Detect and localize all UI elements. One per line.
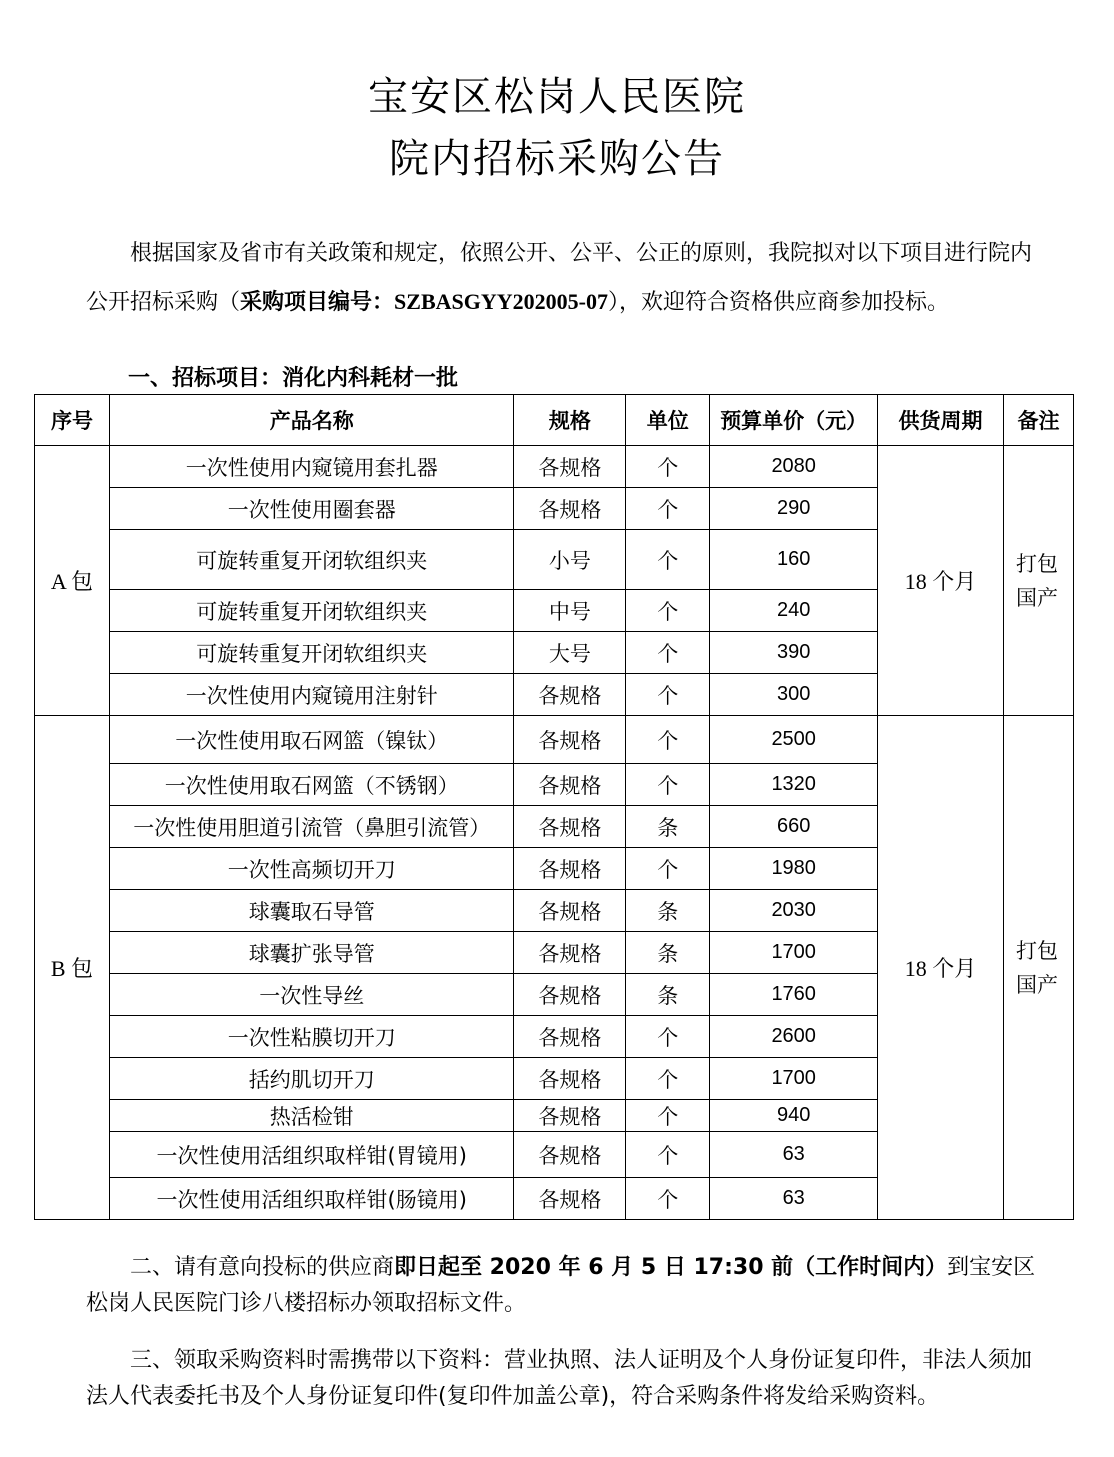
- product-spec: 各规格: [514, 716, 626, 764]
- product-name: 一次性使用内窥镜用注射针: [109, 674, 514, 716]
- product-name: 热活检钳: [109, 1100, 514, 1132]
- remark-b-line2: 国产: [1015, 972, 1058, 997]
- product-price: 660: [710, 806, 878, 848]
- product-name: 一次性使用圈套器: [109, 488, 514, 530]
- page-title: 宝安区松岗人民医院: [368, 74, 746, 120]
- product-price: 240: [710, 590, 878, 632]
- header-unit: 单位: [626, 395, 710, 446]
- group-label-a: A 包: [35, 446, 110, 716]
- product-spec: 中号: [514, 590, 626, 632]
- section-2-paragraph: [86, 1250, 1052, 1322]
- remark-a-line1: 打包: [1015, 551, 1058, 576]
- header-product-name: 产品名称: [109, 395, 514, 446]
- product-price: 2500: [710, 716, 878, 764]
- product-price: 1760: [710, 974, 878, 1016]
- product-price: 1700: [710, 1058, 878, 1100]
- product-unit: 个: [626, 1016, 710, 1058]
- product-name: 一次性使用取石网篮（不锈钢）: [109, 764, 514, 806]
- product-price: 160: [710, 530, 878, 590]
- header-index: 序号: [35, 395, 110, 446]
- product-spec: 大号: [514, 632, 626, 674]
- product-name: 可旋转重复开闭软组织夹: [109, 530, 514, 590]
- product-spec: 各规格: [514, 806, 626, 848]
- product-name: 球囊扩张导管: [109, 932, 514, 974]
- product-price: 1320: [710, 764, 878, 806]
- product-price: 1700: [710, 932, 878, 974]
- product-spec: 各规格: [514, 932, 626, 974]
- product-name: 括约肌切开刀: [109, 1058, 514, 1100]
- product-unit: 个: [626, 848, 710, 890]
- product-name: 一次性高频切开刀: [109, 848, 514, 890]
- product-spec: 各规格: [514, 1178, 626, 1220]
- remark-b: [1003, 716, 1073, 1220]
- product-spec: 各规格: [514, 1058, 626, 1100]
- section-2-text-after: 到宝安区松岗人民医院门诊八楼招标办领取招标文件。: [86, 1255, 1036, 1316]
- product-price: 63: [710, 1132, 878, 1178]
- product-price: 940: [710, 1100, 878, 1132]
- product-unit: 个: [626, 446, 710, 488]
- product-spec: 各规格: [514, 1132, 626, 1178]
- table-header-row: [35, 395, 1074, 446]
- product-unit: 条: [626, 806, 710, 848]
- product-price: 1980: [710, 848, 878, 890]
- product-unit: 条: [626, 974, 710, 1016]
- product-price: 300: [710, 674, 878, 716]
- product-spec: 各规格: [514, 1016, 626, 1058]
- product-name: 一次性使用活组织取样钳(肠镜用): [109, 1178, 514, 1220]
- header-supply-period: 供货周期: [878, 395, 1004, 446]
- group-label-b: B 包: [35, 716, 110, 1220]
- supply-period-a: 18 个月: [878, 446, 1004, 716]
- product-price: 2030: [710, 890, 878, 932]
- header-spec: 规格: [514, 395, 626, 446]
- table-row: [35, 446, 1074, 488]
- product-unit: 条: [626, 932, 710, 974]
- product-name: 球囊取石导管: [109, 890, 514, 932]
- product-spec: 各规格: [514, 848, 626, 890]
- product-name: 可旋转重复开闭软组织夹: [109, 632, 514, 674]
- product-spec: 各规格: [514, 890, 626, 932]
- product-unit: 个: [626, 1100, 710, 1132]
- section-2-text-before: 二、请有意向投标的供应商: [130, 1255, 395, 1280]
- product-name: 一次性使用内窥镜用套扎器: [109, 446, 514, 488]
- project-code: SZBASGYY202005-07: [394, 289, 608, 314]
- product-unit: 个: [626, 1178, 710, 1220]
- product-price: 290: [710, 488, 878, 530]
- product-unit: 个: [626, 530, 710, 590]
- remark-a: [1003, 446, 1073, 716]
- product-price: 63: [710, 1178, 878, 1220]
- product-price: 2080: [710, 446, 878, 488]
- page-subtitle: 院内招标采购公告: [389, 136, 725, 182]
- section-3-paragraph: 三、领取采购资料时需携带以下资料：营业执照、法人证明及个人身份证复印件，非法人须加法人代表委托书及个人身份证复印件(复印件加盖公章)，符合采购条件将发给采购资料。: [86, 1348, 1033, 1409]
- intro-text-before: 根据国家及省市有关政策和规定，依照公开、公平、公正的原则，我院拟对以下项目进行院内公开招标采购（: [86, 241, 1033, 315]
- product-price: 2600: [710, 1016, 878, 1058]
- product-unit: 条: [626, 890, 710, 932]
- product-spec: 各规格: [514, 674, 626, 716]
- product-spec: 各规格: [514, 488, 626, 530]
- table-row: [35, 716, 1074, 764]
- product-unit: 个: [626, 590, 710, 632]
- intro-paragraph: [86, 230, 1052, 327]
- product-spec: 小号: [514, 530, 626, 590]
- product-name: 一次性使用取石网篮（镍钛）: [109, 716, 514, 764]
- product-unit: 个: [626, 764, 710, 806]
- product-unit: 个: [626, 674, 710, 716]
- intro-text-after: ），欢迎符合资格供应商参加投标。: [607, 290, 949, 315]
- product-name: 一次性使用活组织取样钳(胃镜用): [109, 1132, 514, 1178]
- product-spec: 各规格: [514, 1100, 626, 1132]
- product-name: 一次性使用胆道引流管（鼻胆引流管）: [109, 806, 514, 848]
- project-code-label: 采购项目编号：: [240, 290, 395, 315]
- product-unit: 个: [626, 632, 710, 674]
- header-remark: 备注: [1003, 395, 1073, 446]
- section-2-deadline: 即日起至 2020 年 6 月 5 日 17:30 前（工作时间内）: [394, 1255, 948, 1280]
- product-spec: 各规格: [514, 764, 626, 806]
- product-name: 一次性导丝: [109, 974, 514, 1016]
- section-1-heading: 一、招标项目：消化内科耗材一批: [128, 366, 459, 391]
- product-name: 一次性粘膜切开刀: [109, 1016, 514, 1058]
- remark-b-line1: 打包: [1015, 938, 1058, 963]
- product-unit: 个: [626, 488, 710, 530]
- product-unit: 个: [626, 1058, 710, 1100]
- header-budget-price: 预算单价（元）: [710, 395, 878, 446]
- product-spec: 各规格: [514, 446, 626, 488]
- remark-a-line2: 国产: [1015, 585, 1058, 610]
- product-unit: 个: [626, 1132, 710, 1178]
- product-unit: 个: [626, 716, 710, 764]
- product-spec: 各规格: [514, 974, 626, 1016]
- product-name: 可旋转重复开闭软组织夹: [109, 590, 514, 632]
- procurement-table: [34, 394, 1074, 1220]
- supply-period-b: 18 个月: [878, 716, 1004, 1220]
- product-price: 390: [710, 632, 878, 674]
